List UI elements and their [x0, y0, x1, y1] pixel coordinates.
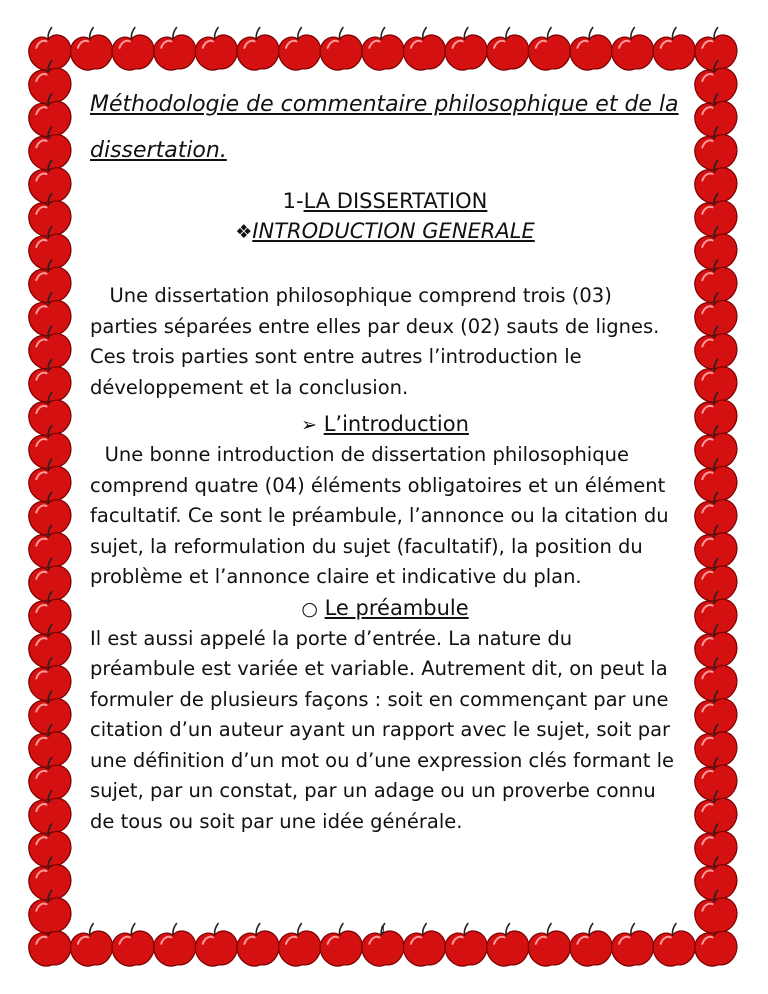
apple-icon	[692, 888, 740, 935]
sub1-heading-text: L’introduction	[323, 412, 469, 436]
apple-icon	[567, 25, 615, 72]
apple-icon	[484, 25, 532, 72]
intro-paragraph: Une dissertation philosophique comprend trois (03) parties séparées entre elles par deux (02) sauts de lignes. Ces trois parties sont entre autres l’introduction le développement et la conclusion.	[90, 284, 660, 399]
apple-icon	[192, 921, 240, 968]
apple-icon	[26, 888, 74, 935]
apple-icon	[400, 921, 448, 968]
apple-icon	[609, 921, 657, 968]
apple-icon	[109, 25, 157, 72]
intro-heading	[90, 216, 680, 247]
sub2-heading	[90, 593, 680, 624]
apple-icon	[192, 25, 240, 72]
apple-icon	[151, 25, 199, 72]
arrow-bullet-icon: ➢	[301, 414, 318, 436]
apple-icon	[525, 921, 573, 968]
apple-icon	[400, 25, 448, 72]
page-number: 1	[380, 924, 387, 936]
document-title: Méthodologie de commentaire philosophique et de la dissertation.	[90, 92, 679, 163]
apple-icon	[276, 921, 324, 968]
sub2-paragraph: Il est aussi appelé la porte d’entrée. La nature du préambule est variée et variable. Autrement dit, on peut la formuler de plusieurs façons : soit en commençant par une citation d’un auteur ayant un rapport avec le sujet, soit par une définition d’un mot ou d’une expression clés formant le sujet, par un constat, par un adage ou un proverbe connu de tous ou soit par une idée générale.	[90, 626, 675, 833]
apple-icon	[67, 921, 115, 968]
apple-icon	[234, 25, 282, 72]
apple-icon	[151, 921, 199, 968]
sub1-paragraph: Une bonne introduction de dissertation philosophique comprend quatre (04) éléments obligatoires et un élément facultatif. Ce sont le préambule, l’annonce ou la citation du sujet, la reformulation du sujet (facultatif), la position du problème et l’annonce claire et indicative du plan.	[90, 443, 669, 588]
apple-icon	[609, 25, 657, 72]
apple-icon	[484, 921, 532, 968]
apple-icon	[317, 25, 365, 72]
sub1-heading	[90, 409, 680, 440]
apple-icon	[234, 921, 282, 968]
section-number: 1-	[282, 189, 304, 213]
intro-heading-text: INTRODUCTION GENERALE	[252, 219, 535, 243]
apple-icon	[567, 921, 615, 968]
circle-bullet-icon: ○	[301, 597, 318, 620]
apple-icon	[276, 25, 324, 72]
section-title: LA DISSERTATION	[303, 189, 488, 213]
diamond-bullet-icon: ❖	[235, 221, 253, 243]
apple-icon	[650, 921, 698, 968]
apple-icon	[442, 25, 490, 72]
sub2-heading-text: Le préambule	[324, 595, 469, 620]
apple-icon	[525, 25, 573, 72]
apple-icon	[67, 25, 115, 72]
apple-icon	[317, 921, 365, 968]
document-body	[90, 82, 680, 837]
apple-icon	[650, 25, 698, 72]
apple-icon	[359, 25, 407, 72]
section-heading	[90, 186, 680, 216]
apple-icon	[109, 921, 157, 968]
apple-icon	[442, 921, 490, 968]
